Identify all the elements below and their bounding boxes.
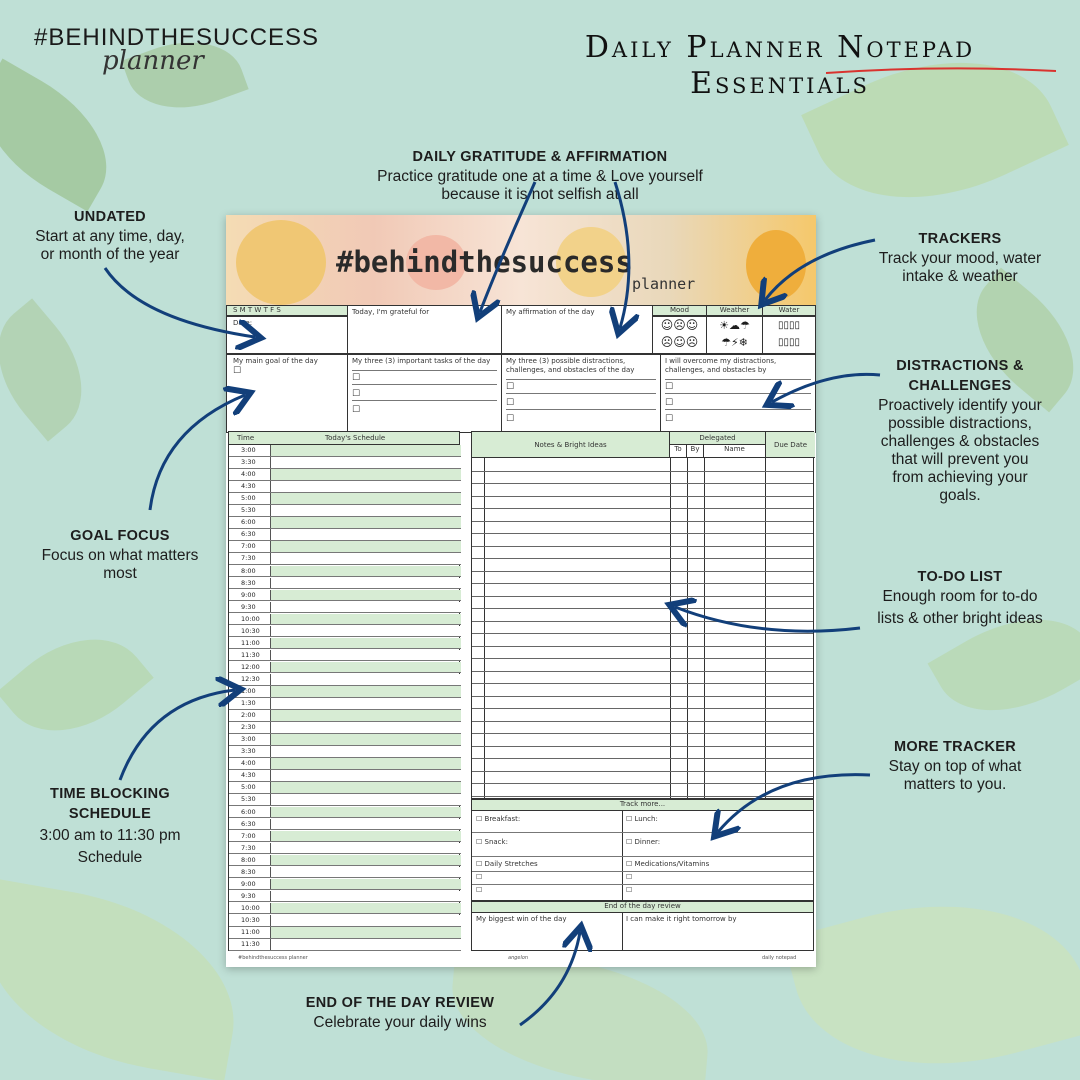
schedule-row[interactable] xyxy=(229,662,461,674)
note-line[interactable] xyxy=(472,558,813,559)
time-label: 8:30 xyxy=(229,578,271,589)
time-label: 2:30 xyxy=(229,722,271,733)
callout-heading: TO-DO LIST xyxy=(917,569,1003,585)
callout-undated xyxy=(10,208,210,264)
schedule-slot[interactable] xyxy=(271,891,461,902)
schedule-slot[interactable] xyxy=(271,686,461,697)
time-label: 10:00 xyxy=(229,903,271,914)
time-label: 8:00 xyxy=(229,566,271,577)
note-line[interactable] xyxy=(472,496,813,497)
weather-icons: ☀☁☂ ☂⚡❄ xyxy=(706,316,763,354)
callout-text: Practice gratitude one at a time & Love yourself xyxy=(377,168,703,185)
schedule-row[interactable] xyxy=(229,626,461,638)
flower-decoration xyxy=(746,230,806,300)
mood-icons: ☺☹☺ ☹☺☹ xyxy=(652,316,707,354)
time-label: 3:00 xyxy=(229,734,271,745)
callout-distractions xyxy=(850,357,1070,505)
days-row: S M T W T F S xyxy=(226,305,348,316)
schedule-slot[interactable] xyxy=(271,722,461,733)
note-line[interactable] xyxy=(472,633,813,634)
planner-banner xyxy=(226,215,816,305)
schedule-row[interactable] xyxy=(229,939,461,951)
schedule-row[interactable] xyxy=(229,891,461,903)
time-label: 12:30 xyxy=(229,674,271,685)
schedule-slot[interactable] xyxy=(271,698,461,709)
checkbox[interactable]: ☐ xyxy=(233,366,242,376)
footer-mid: angelon xyxy=(508,955,529,961)
note-line[interactable] xyxy=(472,483,813,484)
time-label: 8:00 xyxy=(229,855,271,866)
time-label: 4:00 xyxy=(229,758,271,769)
overcome-box xyxy=(660,354,816,433)
schedule-slot[interactable] xyxy=(271,602,461,613)
schedule-slot[interactable] xyxy=(271,469,461,480)
row-divider xyxy=(472,856,813,857)
date-label: Date: xyxy=(233,319,253,327)
callout-text: Celebrate your daily wins xyxy=(313,1014,487,1031)
schedule-slot[interactable] xyxy=(271,927,461,938)
schedule-column xyxy=(228,431,460,951)
schedule-row[interactable] xyxy=(229,674,461,686)
schedule-slot[interactable] xyxy=(271,746,461,757)
distractions-label: My three (3) possible distractions, challenges, and obstacles of the day xyxy=(506,357,635,374)
mood-header: Mood xyxy=(652,305,707,316)
schedule-slot[interactable] xyxy=(271,782,461,793)
time-label: 5:30 xyxy=(229,794,271,805)
callout-heading: SCHEDULE xyxy=(68,806,152,822)
schedule-slot[interactable] xyxy=(271,541,461,552)
affirmation-label: My affirmation of the day xyxy=(506,308,595,316)
callout-text: Start at any time, day, xyxy=(35,228,185,245)
banner-subtitle: planner xyxy=(632,275,696,293)
brand-hashtag: #BEHINDTHESUCCESS xyxy=(34,24,320,51)
brand-logo xyxy=(34,24,320,76)
schedule-slot[interactable] xyxy=(271,505,461,516)
schedule-row[interactable] xyxy=(229,445,461,457)
note-line[interactable] xyxy=(472,571,813,572)
schedule-row[interactable] xyxy=(229,481,461,493)
schedule-slot[interactable] xyxy=(271,650,461,661)
leaf-decoration xyxy=(0,298,109,441)
title-line2: Essentials xyxy=(690,66,870,101)
column-divider xyxy=(704,458,705,798)
win-box: My biggest win of the day xyxy=(476,915,567,923)
schedule-row[interactable] xyxy=(229,602,461,614)
schedule-row[interactable] xyxy=(229,553,461,565)
schedule-row[interactable] xyxy=(229,566,461,578)
planner-sheet xyxy=(226,215,816,967)
note-line[interactable] xyxy=(472,783,813,784)
note-line[interactable] xyxy=(472,508,813,509)
schedule-slot[interactable] xyxy=(271,758,461,769)
grateful-label: Today, I'm grateful for xyxy=(352,308,430,316)
main-goal-label: My main goal of the day xyxy=(233,357,318,365)
date-box xyxy=(226,316,348,354)
schedule-slot[interactable] xyxy=(271,879,461,890)
time-label: 1:00 xyxy=(229,686,271,697)
leaf-decoration xyxy=(0,609,154,762)
note-line[interactable] xyxy=(472,758,813,759)
callout-more xyxy=(850,738,1060,794)
schedule-slot[interactable] xyxy=(271,614,461,625)
note-line[interactable] xyxy=(472,671,813,672)
schedule-slot[interactable] xyxy=(271,794,461,805)
note-line[interactable] xyxy=(472,583,813,584)
affirmation-box xyxy=(501,305,653,354)
time-label: 6:00 xyxy=(229,517,271,528)
checkbox[interactable]: ☐ xyxy=(506,393,656,409)
water-icons: ▯▯▯▯ ▯▯▯▯ xyxy=(762,316,816,354)
schedule-row[interactable] xyxy=(229,614,461,626)
schedule-row[interactable] xyxy=(229,578,461,590)
footer-right: daily notepad xyxy=(762,955,797,961)
callout-heading: GOAL FOCUS xyxy=(70,528,170,544)
time-label: 1:30 xyxy=(229,698,271,709)
title-underline xyxy=(826,67,1056,75)
schedule-row[interactable] xyxy=(229,505,461,517)
checkbox[interactable]: ☐ xyxy=(665,393,811,409)
time-label: 4:30 xyxy=(229,481,271,492)
time-label: 2:00 xyxy=(229,710,271,721)
row-divider xyxy=(472,832,813,833)
time-col-label: Time xyxy=(237,434,255,442)
schedule-slot[interactable] xyxy=(271,807,461,818)
schedule-row[interactable] xyxy=(229,698,461,710)
name-header: Name xyxy=(704,445,765,458)
note-line[interactable] xyxy=(472,721,813,722)
note-line[interactable] xyxy=(472,683,813,684)
note-line[interactable] xyxy=(472,646,813,647)
schedule-row[interactable] xyxy=(229,541,461,553)
time-label: 4:30 xyxy=(229,770,271,781)
column-divider xyxy=(484,458,485,798)
notes-table xyxy=(471,431,814,799)
time-label: 9:30 xyxy=(229,602,271,613)
note-line[interactable] xyxy=(472,658,813,659)
schedule-slot[interactable] xyxy=(271,867,461,878)
schedule-slot[interactable] xyxy=(271,566,461,577)
schedule-row[interactable] xyxy=(229,843,461,855)
note-line[interactable] xyxy=(472,708,813,709)
schedule-slot[interactable] xyxy=(271,734,461,745)
checkbox[interactable]: ☐ xyxy=(626,886,633,894)
time-label: 9:00 xyxy=(229,590,271,601)
time-label: 5:30 xyxy=(229,505,271,516)
callout-heading: END OF THE DAY REVIEW xyxy=(305,995,495,1011)
callout-goal xyxy=(20,527,220,583)
note-line[interactable] xyxy=(472,546,813,547)
checkbox[interactable]: ☐ xyxy=(506,409,656,425)
schedule-row[interactable] xyxy=(229,794,461,806)
schedule-row[interactable] xyxy=(229,879,461,891)
callout-text: lists & other bright ideas xyxy=(877,610,1043,627)
schedule-row[interactable] xyxy=(229,746,461,758)
callout-text: Schedule xyxy=(77,849,143,866)
notes-header: Notes & Bright Ideas xyxy=(472,432,670,458)
track-more-header: Track more... xyxy=(472,800,813,811)
delegated-header: Delegated xyxy=(670,432,765,445)
row-divider xyxy=(472,884,813,885)
callout-heading: MORE TRACKER xyxy=(893,739,1016,755)
snack-item[interactable]: ☐ Snack: xyxy=(476,838,508,846)
leaf-decoration xyxy=(0,879,252,1080)
column-divider xyxy=(622,913,623,951)
note-lines xyxy=(472,458,813,798)
schedule-row[interactable] xyxy=(229,819,461,831)
arrow-time xyxy=(120,690,235,780)
weather-header: Weather xyxy=(706,305,763,316)
lunch-item[interactable]: ☐ Lunch: xyxy=(626,815,658,823)
time-label: 6:30 xyxy=(229,819,271,830)
time-label: 3:30 xyxy=(229,746,271,757)
callout-gratitude xyxy=(330,148,750,204)
schedule-slot[interactable] xyxy=(271,915,461,926)
time-label: 11:30 xyxy=(229,650,271,661)
callout-text: Enough room for to-do xyxy=(882,588,1038,605)
callout-text: Track your mood, water xyxy=(878,250,1042,267)
column-divider xyxy=(765,458,766,798)
note-line[interactable] xyxy=(472,533,813,534)
tasks-label: My three (3) important tasks of the day xyxy=(352,357,491,365)
stretches-item[interactable]: ☐ Daily Stretches xyxy=(476,860,538,868)
banner-title: #behindthesuccess xyxy=(336,245,633,279)
schedule-row[interactable] xyxy=(229,493,461,505)
snack-label: Snack: xyxy=(484,838,508,846)
schedule-row[interactable] xyxy=(229,758,461,770)
meds-item[interactable]: ☐ Medications/Vitamins xyxy=(626,860,710,868)
rose-decoration xyxy=(236,220,326,305)
time-label: 11:00 xyxy=(229,927,271,938)
time-label: 8:30 xyxy=(229,867,271,878)
leaf-decoration xyxy=(783,867,1080,1080)
time-label: 9:30 xyxy=(229,891,271,902)
lunch-label: Lunch: xyxy=(634,815,658,823)
main-goal-box xyxy=(226,354,348,433)
callout-heading: CHALLENGES xyxy=(908,378,1012,394)
time-label: 10:30 xyxy=(229,915,271,926)
row-divider xyxy=(472,871,813,872)
schedule-row[interactable] xyxy=(229,457,461,469)
schedule-row[interactable] xyxy=(229,807,461,819)
schedule-slot[interactable] xyxy=(271,445,461,456)
callout-text: 3:00 am to 11:30 pm xyxy=(39,827,181,844)
callout-time xyxy=(10,785,210,867)
callout-text: intake & weather xyxy=(902,268,1018,285)
checkbox[interactable]: ☐ xyxy=(626,873,633,881)
callout-review xyxy=(280,994,520,1032)
leaf-decoration xyxy=(0,59,132,212)
schedule-row[interactable] xyxy=(229,469,461,481)
schedule-slot[interactable] xyxy=(271,710,461,721)
note-line[interactable] xyxy=(472,796,813,797)
schedule-header xyxy=(229,432,459,445)
note-line[interactable] xyxy=(472,696,813,697)
schedule-slot[interactable] xyxy=(271,529,461,540)
schedule-slot[interactable] xyxy=(271,903,461,914)
schedule-slot[interactable] xyxy=(271,939,461,950)
callout-text: Stay on top of what xyxy=(888,758,1022,775)
time-label: 10:30 xyxy=(229,626,271,637)
schedule-row[interactable] xyxy=(229,927,461,939)
schedule-row[interactable] xyxy=(229,529,461,541)
schedule-row[interactable] xyxy=(229,734,461,746)
schedule-row[interactable] xyxy=(229,517,461,529)
callout-todo xyxy=(855,568,1065,628)
checkbox[interactable]: ☐ xyxy=(665,379,811,393)
dinner-item[interactable]: ☐ Dinner: xyxy=(626,838,661,846)
callout-text: challenges & obstacles xyxy=(880,433,1040,450)
time-label: 12:00 xyxy=(229,662,271,673)
title-line1: Daily Planner Notepad xyxy=(584,30,976,65)
schedule-row[interactable] xyxy=(229,638,461,650)
schedule-slot[interactable] xyxy=(271,626,461,637)
stretches-label: Daily Stretches xyxy=(484,860,538,868)
distractions-box xyxy=(501,354,661,433)
checkbox[interactable]: ☐ xyxy=(352,400,497,416)
review-section xyxy=(471,901,814,951)
schedule-slot[interactable] xyxy=(271,481,461,492)
tasks-box xyxy=(347,354,502,433)
time-label: 7:30 xyxy=(229,553,271,564)
footer-left: #behindthesuccess planner xyxy=(238,955,308,961)
checkbox[interactable]: ☐ xyxy=(506,379,656,393)
note-line[interactable] xyxy=(472,596,813,597)
track-more-section xyxy=(471,799,814,901)
track-grid xyxy=(472,811,813,901)
schedule-slot[interactable] xyxy=(271,578,461,589)
note-line[interactable] xyxy=(472,608,813,609)
breakfast-item[interactable]: ☐ Breakfast: xyxy=(476,815,521,823)
callout-heading: UNDATED xyxy=(74,209,146,225)
schedule-slot[interactable] xyxy=(271,662,461,673)
time-label: 11:00 xyxy=(229,638,271,649)
review-header: End of the day review xyxy=(472,902,813,913)
note-line[interactable] xyxy=(472,621,813,622)
callout-text: Focus on what matters xyxy=(41,547,199,564)
callout-text: because it is not selfish at all xyxy=(441,186,639,203)
schedule-col-label: Today's Schedule xyxy=(325,434,386,442)
callout-heading: TRACKERS xyxy=(918,231,1002,247)
time-label: 3:30 xyxy=(229,457,271,468)
schedule-slot[interactable] xyxy=(271,457,461,468)
grateful-box xyxy=(347,305,502,354)
callout-heading: DAILY GRATITUDE & AFFIRMATION xyxy=(412,149,668,165)
checkbox[interactable]: ☐ xyxy=(476,873,483,881)
time-label: 3:00 xyxy=(229,445,271,456)
to-header: To xyxy=(670,445,687,458)
tomorrow-box: I can make it right tomorrow by xyxy=(626,915,737,923)
schedule-row[interactable] xyxy=(229,722,461,734)
water-header: Water xyxy=(762,305,816,316)
schedule-slot[interactable] xyxy=(271,770,461,781)
checkbox[interactable]: ☐ xyxy=(665,409,811,425)
schedule-row[interactable] xyxy=(229,782,461,794)
callout-text: possible distractions, xyxy=(888,415,1032,432)
schedule-row[interactable] xyxy=(229,710,461,722)
schedule-row[interactable] xyxy=(229,855,461,867)
schedule-slot[interactable] xyxy=(271,517,461,528)
time-label: 7:30 xyxy=(229,843,271,854)
callout-text: Proactively identify your xyxy=(878,397,1042,414)
schedule-row[interactable] xyxy=(229,590,461,602)
time-label: 9:00 xyxy=(229,879,271,890)
due-header: Due Date xyxy=(765,432,815,458)
column-divider xyxy=(670,458,671,798)
note-line[interactable] xyxy=(472,471,813,472)
schedule-slot[interactable] xyxy=(271,674,461,685)
time-label: 5:00 xyxy=(229,493,271,504)
schedule-slot[interactable] xyxy=(271,638,461,649)
callout-heading: DISTRACTIONS & xyxy=(896,358,1024,374)
callout-text: that will prevent you xyxy=(891,451,1029,468)
note-line[interactable] xyxy=(472,521,813,522)
schedule-row[interactable] xyxy=(229,686,461,698)
schedule-slot[interactable] xyxy=(271,831,461,842)
schedule-row[interactable] xyxy=(229,915,461,927)
checkbox[interactable]: ☐ xyxy=(352,370,497,384)
schedule-row[interactable] xyxy=(229,650,461,662)
callout-text: or month of the year xyxy=(40,246,180,263)
callout-text: matters to you. xyxy=(903,776,1007,793)
callout-trackers xyxy=(860,230,1060,286)
schedule-slot[interactable] xyxy=(271,855,461,866)
dinner-label: Dinner: xyxy=(634,838,661,846)
time-label: 10:00 xyxy=(229,614,271,625)
schedule-slot[interactable] xyxy=(271,590,461,601)
time-label: 6:30 xyxy=(229,529,271,540)
meds-label: Medications/Vitamins xyxy=(634,860,710,868)
checkbox[interactable]: ☐ xyxy=(352,384,497,400)
schedule-row[interactable] xyxy=(229,831,461,843)
time-label: 7:00 xyxy=(229,541,271,552)
time-label: 4:00 xyxy=(229,469,271,480)
schedule-slot[interactable] xyxy=(271,843,461,854)
note-line[interactable] xyxy=(472,771,813,772)
breakfast-label: Breakfast: xyxy=(484,815,521,823)
note-line[interactable] xyxy=(472,733,813,734)
schedule-slot[interactable] xyxy=(271,819,461,830)
column-divider xyxy=(687,458,688,798)
schedule-row[interactable] xyxy=(229,770,461,782)
brand-script: planner xyxy=(102,46,204,76)
callout-text: most xyxy=(103,565,137,582)
schedule-slot[interactable] xyxy=(271,493,461,504)
schedule-slot[interactable] xyxy=(271,553,461,564)
note-line[interactable] xyxy=(472,746,813,747)
schedule-row[interactable] xyxy=(229,903,461,915)
by-header: By xyxy=(687,445,704,458)
time-label: 7:00 xyxy=(229,831,271,842)
checkbox[interactable]: ☐ xyxy=(476,886,483,894)
overcome-label: I will overcome my distractions, challenges, and obstacles by xyxy=(665,357,777,374)
schedule-row[interactable] xyxy=(229,867,461,879)
callout-text: goals. xyxy=(939,487,981,504)
time-label: 6:00 xyxy=(229,807,271,818)
callout-text: from achieving your xyxy=(892,469,1028,486)
page-title xyxy=(500,30,1060,102)
time-label: 5:00 xyxy=(229,782,271,793)
callout-heading: TIME BLOCKING xyxy=(50,786,170,802)
time-label: 11:30 xyxy=(229,939,271,950)
